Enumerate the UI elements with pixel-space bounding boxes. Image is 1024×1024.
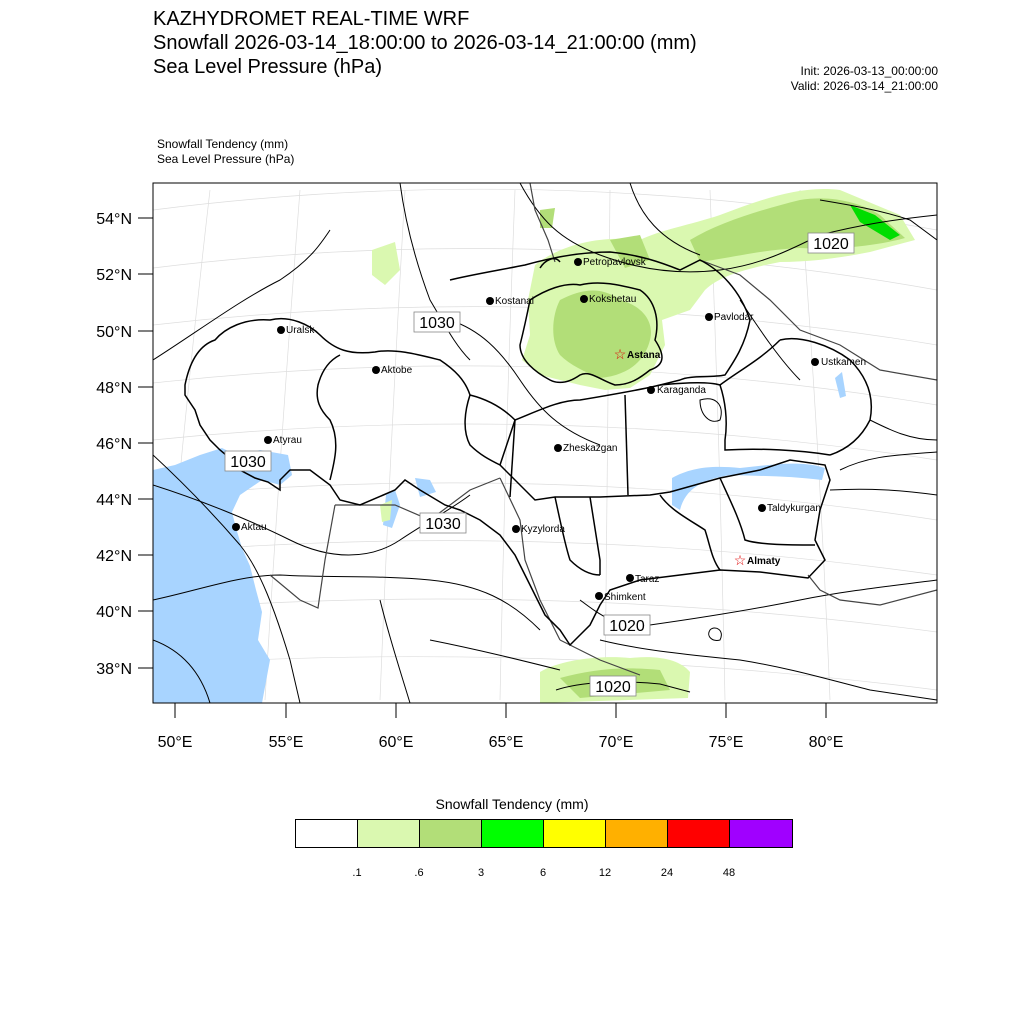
lat-label: 42°N: [96, 548, 132, 565]
colorbar-tick-label: 6: [539, 867, 547, 879]
city-label-capital: Almaty: [747, 556, 781, 567]
city-label: Pavlodar: [714, 312, 754, 323]
city-dot: [554, 444, 562, 452]
lat-label: 48°N: [96, 380, 132, 397]
colorbar-swatch: [420, 820, 482, 847]
city-dot: [277, 326, 285, 334]
city-dot: [626, 574, 634, 582]
isobar-label: 1030: [419, 315, 455, 332]
city-label: Kyzylorda: [521, 524, 565, 535]
water-bodies: [153, 372, 846, 703]
city-label: Ustkamen: [821, 357, 867, 368]
city-dot: [372, 366, 380, 374]
capital-star-icon: ☆: [733, 552, 747, 568]
colorbar-tick-label: 12: [598, 867, 612, 879]
city-label: Aktau: [241, 522, 267, 533]
capital-star-icon: ☆: [613, 346, 627, 362]
colorbar-swatch: [668, 820, 730, 847]
colorbar-tick-label: 3: [477, 867, 485, 879]
isobar-label: 1020: [595, 679, 631, 696]
isobar-label: 1030: [425, 516, 461, 533]
isobar-label: 1020: [813, 236, 849, 253]
lon-label: 55°E: [268, 734, 304, 751]
lon-label: 65°E: [488, 734, 524, 751]
lat-label: 46°N: [96, 436, 132, 453]
lat-label: 44°N: [96, 492, 132, 509]
map-subtitle: Snowfall 2026-03-14_18:00:00 to 2026-03-14_21:00:00 (mm): [153, 32, 697, 54]
lat-label: 52°N: [96, 267, 132, 284]
city-label: Karaganda: [657, 385, 706, 396]
city-dot: [758, 504, 766, 512]
colorbar-swatch: [606, 820, 668, 847]
kazakhstan-regions: [185, 252, 871, 645]
map-subtitle-pressure: Sea Level Pressure (hPa): [153, 56, 383, 78]
lon-label: 50°E: [157, 734, 193, 751]
lat-label: 50°N: [96, 324, 132, 341]
colorbar-tick-label: 48: [722, 867, 736, 879]
colorbar-swatch: [296, 820, 358, 847]
city-label: Uralsk: [286, 325, 315, 336]
lon-label: 80°E: [808, 734, 844, 751]
legend-snowfall: Snowfall Tendency (mm): [157, 137, 289, 151]
colorbar-swatch: [358, 820, 420, 847]
city-label: Zheskazgan: [563, 443, 618, 454]
city-label: Shimkent: [604, 592, 646, 603]
city-label: Petropavlovsk: [583, 257, 646, 268]
city-dot: [486, 297, 494, 305]
init-time: Init: 2026-03-13_00:00:00: [800, 64, 938, 78]
city-label: Kostanai: [495, 296, 534, 307]
valid-time: Valid: 2026-03-14_21:00:00: [790, 79, 938, 93]
map-title: KAZHYDROMET REAL-TIME WRF: [153, 8, 470, 30]
city-dot: [580, 295, 588, 303]
city-label: Atyrau: [273, 435, 302, 446]
city-label: Kokshetau: [589, 294, 637, 305]
latitude-axis: [138, 218, 153, 668]
lat-label: 40°N: [96, 604, 132, 621]
isobar-label: 1030: [230, 454, 266, 471]
colorbar-swatch: [730, 820, 792, 847]
city-label-capital: Astana: [627, 350, 661, 361]
colorbar-tick-label: 24: [660, 867, 674, 879]
lon-label: 75°E: [708, 734, 744, 751]
colorbar-title: Snowfall Tendency (mm): [435, 796, 589, 812]
legend-pressure: Sea Level Pressure (hPa): [157, 152, 295, 166]
longitude-axis: [175, 703, 826, 718]
city-dot: [705, 313, 713, 321]
lat-label: 54°N: [96, 211, 132, 228]
lon-label: 60°E: [378, 734, 414, 751]
city-dot: [512, 525, 520, 533]
colorbar-swatch: [482, 820, 544, 847]
lat-label: 38°N: [96, 661, 132, 678]
lon-label: 70°E: [598, 734, 634, 751]
city-dot: [595, 592, 603, 600]
colorbar-tick-label: .1: [352, 867, 362, 879]
city-dot: [574, 258, 582, 266]
city-dot: [232, 523, 240, 531]
city-dot: [647, 386, 655, 394]
city-label: Taraz: [635, 574, 660, 585]
colorbar-tick-label: .6: [414, 867, 424, 879]
city-label: Aktobe: [381, 365, 413, 376]
colorbar-swatch: [544, 820, 606, 847]
isobar-label: 1020: [609, 618, 645, 635]
city-label: Taldykurgan: [767, 503, 821, 514]
colorbar: [295, 819, 793, 848]
city-dot: [811, 358, 819, 366]
city-dot: [264, 436, 272, 444]
